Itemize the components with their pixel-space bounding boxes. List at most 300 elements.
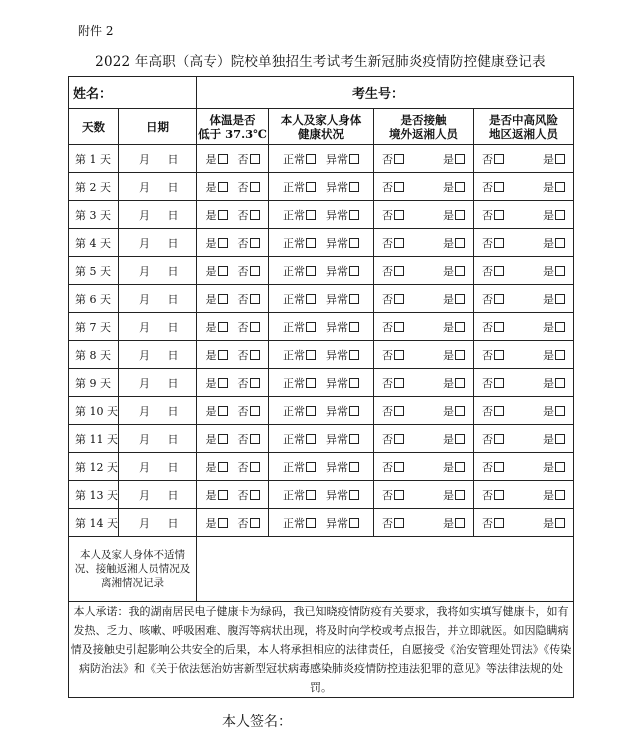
health-normal-label: 正常 [283, 404, 306, 418]
day-label: 第 4 天 [69, 229, 119, 257]
risk-no-checkbox[interactable] [494, 154, 504, 164]
health-options [269, 341, 374, 369]
remark-field[interactable] [197, 537, 574, 602]
temp-yes-label: 是 [205, 180, 217, 194]
contact-no-label: 否 [382, 488, 394, 502]
risk-yes-checkbox[interactable] [555, 210, 565, 220]
health-abnormal-checkbox[interactable] [349, 490, 359, 500]
header-risk-area: 是否中高风险 地区返湘人员 [474, 109, 574, 145]
risk-yes-checkbox[interactable] [555, 266, 565, 276]
temp-yes-label: 是 [205, 292, 217, 306]
temp-no-label: 否 [237, 208, 249, 222]
health-options [269, 453, 374, 481]
health-abnormal-checkbox[interactable] [349, 518, 359, 528]
contact-no-checkbox[interactable] [394, 238, 404, 248]
temp-no-checkbox[interactable] [250, 322, 260, 332]
risk-yes-checkbox[interactable] [555, 238, 565, 248]
health-normal-label: 正常 [283, 264, 306, 278]
risk-yes-label: 是 [543, 208, 555, 222]
promise-text: 本人承诺：我的湖南居民电子健康卡为绿码，我已知晓疫情防疫有关要求，我将如实填写健康卡，如有发热、乏力、咳嗽、呼吸困难、腹泻等病状出现，将及时向学校或考点报告，并立即就医。如因隐瞒病情及接触史引起影响公共安全的后果，本人将承担相应的法律责任，自愿接受《治安管理处罚法》《传染病防治法》和《关于依法惩治妨害新型冠状病毒感染肺炎疫情防控违法犯罪的意见》等法律法规的处罚。 [69, 602, 574, 698]
temp-no-checkbox[interactable] [250, 350, 260, 360]
risk-yes-label: 是 [543, 264, 555, 278]
temp-yes-checkbox[interactable] [218, 406, 228, 416]
name-label[interactable]: 姓名： [69, 77, 197, 109]
day-row [69, 145, 574, 173]
temp-yes-checkbox[interactable] [218, 210, 228, 220]
health-abnormal-label: 异常 [326, 432, 349, 446]
contact-no-label: 否 [382, 432, 394, 446]
risk-yes-checkbox[interactable] [555, 406, 565, 416]
contact-no-checkbox[interactable] [394, 182, 404, 192]
health-abnormal-checkbox[interactable] [349, 182, 359, 192]
health-options [269, 509, 374, 537]
risk-no-checkbox[interactable] [494, 266, 504, 276]
temp-yes-label: 是 [205, 488, 217, 502]
risk-yes-checkbox[interactable] [555, 350, 565, 360]
header-days: 天数 [69, 109, 119, 145]
day-label: 第 13 天 [69, 481, 119, 509]
date-field[interactable]: 月 日 [119, 425, 197, 453]
health-options [269, 425, 374, 453]
risk-yes-checkbox[interactable] [555, 490, 565, 500]
overseas-contact-options [374, 285, 474, 313]
contact-yes-checkbox[interactable] [455, 378, 465, 388]
temp-no-label: 否 [237, 460, 249, 474]
health-normal-label: 正常 [283, 488, 306, 502]
temp-no-checkbox[interactable] [250, 182, 260, 192]
day-label: 第 1 天 [69, 145, 119, 173]
risk-no-label: 否 [482, 320, 494, 334]
temp-no-checkbox[interactable] [250, 154, 260, 164]
contact-yes-checkbox[interactable] [455, 350, 465, 360]
risk-no-checkbox[interactable] [494, 350, 504, 360]
temp-no-label: 否 [237, 376, 249, 390]
temperature-options [197, 257, 269, 285]
health-abnormal-checkbox[interactable] [349, 378, 359, 388]
day-row [69, 425, 574, 453]
health-options [269, 145, 374, 173]
temp-no-checkbox[interactable] [250, 518, 260, 528]
temperature-options [197, 229, 269, 257]
overseas-contact-options [374, 173, 474, 201]
risk-no-label: 否 [482, 432, 494, 446]
temp-yes-checkbox[interactable] [218, 378, 228, 388]
contact-no-checkbox[interactable] [394, 490, 404, 500]
risk-area-options [474, 453, 574, 481]
date-field[interactable]: 月 日 [119, 173, 197, 201]
temperature-options [197, 481, 269, 509]
risk-no-checkbox[interactable] [494, 378, 504, 388]
risk-area-options [474, 481, 574, 509]
day-row [69, 481, 574, 509]
health-options [269, 397, 374, 425]
risk-no-checkbox[interactable] [494, 294, 504, 304]
day-row [69, 369, 574, 397]
health-options [269, 229, 374, 257]
overseas-contact-options [374, 341, 474, 369]
risk-yes-label: 是 [543, 320, 555, 334]
health-normal-label: 正常 [283, 236, 306, 250]
health-abnormal-label: 异常 [326, 376, 349, 390]
temp-yes-checkbox[interactable] [218, 182, 228, 192]
contact-yes-label: 是 [443, 488, 455, 502]
temp-yes-label: 是 [205, 208, 217, 222]
temp-yes-label: 是 [205, 432, 217, 446]
temp-yes-checkbox[interactable] [218, 350, 228, 360]
temperature-options [197, 453, 269, 481]
health-normal-checkbox[interactable] [306, 462, 316, 472]
health-abnormal-checkbox[interactable] [349, 294, 359, 304]
contact-yes-label: 是 [443, 460, 455, 474]
health-normal-checkbox[interactable] [306, 182, 316, 192]
contact-yes-checkbox[interactable] [455, 518, 465, 528]
temp-no-checkbox[interactable] [250, 238, 260, 248]
risk-area-options [474, 229, 574, 257]
risk-yes-checkbox[interactable] [555, 294, 565, 304]
temp-no-checkbox[interactable] [250, 434, 260, 444]
risk-yes-label: 是 [543, 152, 555, 166]
health-normal-checkbox[interactable] [306, 434, 316, 444]
day-row [69, 453, 574, 481]
temp-yes-label: 是 [205, 376, 217, 390]
health-normal-checkbox[interactable] [306, 154, 316, 164]
day-row [69, 509, 574, 537]
contact-no-checkbox[interactable] [394, 434, 404, 444]
date-field[interactable]: 月 日 [119, 369, 197, 397]
risk-no-checkbox[interactable] [494, 210, 504, 220]
risk-no-checkbox[interactable] [494, 406, 504, 416]
temp-yes-label: 是 [205, 320, 217, 334]
temp-no-checkbox[interactable] [250, 406, 260, 416]
header-health-status: 本人及家人身体 健康状况 [269, 109, 374, 145]
temp-yes-checkbox[interactable] [218, 518, 228, 528]
health-normal-checkbox[interactable] [306, 518, 316, 528]
temp-yes-checkbox[interactable] [218, 322, 228, 332]
day-label: 第 5 天 [69, 257, 119, 285]
temp-no-label: 否 [237, 320, 249, 334]
temp-no-label: 否 [237, 404, 249, 418]
temp-no-label: 否 [237, 292, 249, 306]
exam-number-label[interactable]: 考生号： [197, 77, 574, 109]
contact-yes-checkbox[interactable] [455, 182, 465, 192]
health-abnormal-label: 异常 [326, 320, 349, 334]
temp-no-label: 否 [237, 488, 249, 502]
contact-no-label: 否 [382, 348, 394, 362]
risk-yes-checkbox[interactable] [555, 462, 565, 472]
overseas-contact-options [374, 453, 474, 481]
health-registration-table [68, 76, 574, 698]
temp-no-checkbox[interactable] [250, 462, 260, 472]
temp-yes-checkbox[interactable] [218, 238, 228, 248]
overseas-contact-options [374, 229, 474, 257]
health-abnormal-checkbox[interactable] [349, 434, 359, 444]
health-abnormal-label: 异常 [326, 180, 349, 194]
health-abnormal-label: 异常 [326, 516, 349, 530]
temp-no-checkbox[interactable] [250, 266, 260, 276]
risk-yes-checkbox[interactable] [555, 434, 565, 444]
health-normal-checkbox[interactable] [306, 490, 316, 500]
day-row [69, 201, 574, 229]
risk-area-options [474, 201, 574, 229]
temp-yes-label: 是 [205, 348, 217, 362]
contact-yes-label: 是 [443, 180, 455, 194]
temp-no-checkbox[interactable] [250, 490, 260, 500]
contact-yes-label: 是 [443, 236, 455, 250]
contact-no-checkbox[interactable] [394, 518, 404, 528]
promise-row [69, 602, 574, 698]
temperature-options [197, 509, 269, 537]
contact-yes-label: 是 [443, 516, 455, 530]
contact-yes-label: 是 [443, 208, 455, 222]
risk-yes-label: 是 [543, 376, 555, 390]
date-field[interactable]: 月 日 [119, 201, 197, 229]
date-field[interactable]: 月 日 [119, 313, 197, 341]
health-abnormal-label: 异常 [326, 292, 349, 306]
risk-yes-label: 是 [543, 236, 555, 250]
contact-no-label: 否 [382, 320, 394, 334]
health-normal-checkbox[interactable] [306, 406, 316, 416]
name-row [69, 77, 574, 109]
contact-no-checkbox[interactable] [394, 406, 404, 416]
risk-no-label: 否 [482, 236, 494, 250]
overseas-contact-options [374, 145, 474, 173]
risk-no-checkbox[interactable] [494, 518, 504, 528]
risk-no-label: 否 [482, 208, 494, 222]
risk-yes-label: 是 [543, 460, 555, 474]
risk-no-checkbox[interactable] [494, 434, 504, 444]
temp-yes-checkbox[interactable] [218, 434, 228, 444]
contact-yes-checkbox[interactable] [455, 210, 465, 220]
contact-no-checkbox[interactable] [394, 154, 404, 164]
contact-no-label: 否 [382, 460, 394, 474]
health-abnormal-checkbox[interactable] [349, 266, 359, 276]
temperature-options [197, 341, 269, 369]
contact-no-checkbox[interactable] [394, 294, 404, 304]
contact-yes-checkbox[interactable] [455, 462, 465, 472]
contact-no-checkbox[interactable] [394, 322, 404, 332]
risk-yes-checkbox[interactable] [555, 378, 565, 388]
contact-yes-label: 是 [443, 404, 455, 418]
health-abnormal-label: 异常 [326, 348, 349, 362]
contact-no-checkbox[interactable] [394, 462, 404, 472]
risk-area-options [474, 341, 574, 369]
contact-yes-checkbox[interactable] [455, 238, 465, 248]
temp-no-label: 否 [237, 516, 249, 530]
health-abnormal-label: 异常 [326, 404, 349, 418]
contact-no-label: 否 [382, 180, 394, 194]
contact-yes-label: 是 [443, 348, 455, 362]
risk-area-options [474, 145, 574, 173]
temp-no-checkbox[interactable] [250, 294, 260, 304]
health-abnormal-checkbox[interactable] [349, 238, 359, 248]
day-label: 第 2 天 [69, 173, 119, 201]
contact-no-label: 否 [382, 376, 394, 390]
day-row [69, 173, 574, 201]
risk-no-checkbox[interactable] [494, 182, 504, 192]
health-normal-checkbox[interactable] [306, 350, 316, 360]
signature-label[interactable]: 本人签名： [222, 714, 292, 730]
day-label: 第 7 天 [69, 313, 119, 341]
temp-no-checkbox[interactable] [250, 378, 260, 388]
date-field[interactable]: 月 日 [119, 341, 197, 369]
temp-yes-label: 是 [205, 264, 217, 278]
risk-no-label: 否 [482, 348, 494, 362]
date-field[interactable]: 月 日 [119, 257, 197, 285]
risk-yes-checkbox[interactable] [555, 154, 565, 164]
health-abnormal-label: 异常 [326, 264, 349, 278]
health-abnormal-label: 异常 [326, 460, 349, 474]
contact-no-label: 否 [382, 152, 394, 166]
contact-yes-checkbox[interactable] [455, 154, 465, 164]
health-normal-label: 正常 [283, 152, 306, 166]
date-field[interactable]: 月 日 [119, 285, 197, 313]
health-abnormal-checkbox[interactable] [349, 210, 359, 220]
health-abnormal-checkbox[interactable] [349, 322, 359, 332]
health-normal-label: 正常 [283, 460, 306, 474]
health-abnormal-checkbox[interactable] [349, 350, 359, 360]
health-normal-checkbox[interactable] [306, 378, 316, 388]
risk-no-checkbox[interactable] [494, 322, 504, 332]
date-field[interactable]: 月 日 [119, 453, 197, 481]
day-label: 第 10 天 [69, 397, 119, 425]
risk-no-checkbox[interactable] [494, 462, 504, 472]
temp-yes-checkbox[interactable] [218, 294, 228, 304]
risk-yes-label: 是 [543, 516, 555, 530]
contact-yes-label: 是 [443, 264, 455, 278]
temp-no-label: 否 [237, 348, 249, 362]
health-normal-checkbox[interactable] [306, 322, 316, 332]
contact-no-checkbox[interactable] [394, 210, 404, 220]
health-options [269, 313, 374, 341]
risk-area-options [474, 397, 574, 425]
temp-no-label: 否 [237, 236, 249, 250]
date-field[interactable]: 月 日 [119, 509, 197, 537]
contact-yes-checkbox[interactable] [455, 322, 465, 332]
contact-yes-label: 是 [443, 292, 455, 306]
risk-area-options [474, 173, 574, 201]
temp-yes-checkbox[interactable] [218, 266, 228, 276]
contact-yes-checkbox[interactable] [455, 266, 465, 276]
header-date: 日期 [119, 109, 197, 145]
risk-no-label: 否 [482, 180, 494, 194]
contact-no-label: 否 [382, 236, 394, 250]
risk-yes-checkbox[interactable] [555, 322, 565, 332]
contact-no-label: 否 [382, 292, 394, 306]
risk-area-options [474, 509, 574, 537]
contact-no-checkbox[interactable] [394, 378, 404, 388]
health-normal-label: 正常 [283, 348, 306, 362]
risk-no-checkbox[interactable] [494, 238, 504, 248]
temp-yes-checkbox[interactable] [218, 490, 228, 500]
risk-yes-label: 是 [543, 404, 555, 418]
form-title: 2022 年高职（高专）院校单独招生考试考生新冠肺炎疫情防控健康登记表 [95, 54, 546, 70]
contact-yes-checkbox[interactable] [455, 490, 465, 500]
temp-no-label: 否 [237, 432, 249, 446]
day-row [69, 257, 574, 285]
health-options [269, 481, 374, 509]
health-normal-checkbox[interactable] [306, 238, 316, 248]
temp-yes-checkbox[interactable] [218, 462, 228, 472]
risk-yes-checkbox[interactable] [555, 182, 565, 192]
temp-no-label: 否 [237, 152, 249, 166]
health-abnormal-label: 异常 [326, 152, 349, 166]
health-abnormal-checkbox[interactable] [349, 462, 359, 472]
temp-yes-checkbox[interactable] [218, 154, 228, 164]
day-label: 第 3 天 [69, 201, 119, 229]
health-normal-checkbox[interactable] [306, 294, 316, 304]
health-abnormal-checkbox[interactable] [349, 154, 359, 164]
risk-yes-label: 是 [543, 180, 555, 194]
temp-no-checkbox[interactable] [250, 210, 260, 220]
overseas-contact-options [374, 313, 474, 341]
temp-yes-label: 是 [205, 460, 217, 474]
date-field[interactable]: 月 日 [119, 229, 197, 257]
contact-yes-checkbox[interactable] [455, 434, 465, 444]
overseas-contact-options [374, 369, 474, 397]
day-label: 第 11 天 [69, 425, 119, 453]
health-normal-checkbox[interactable] [306, 266, 316, 276]
risk-yes-label: 是 [543, 432, 555, 446]
risk-area-options [474, 285, 574, 313]
date-field[interactable]: 月 日 [119, 397, 197, 425]
health-options [269, 369, 374, 397]
health-abnormal-label: 异常 [326, 236, 349, 250]
risk-no-checkbox[interactable] [494, 490, 504, 500]
contact-yes-label: 是 [443, 376, 455, 390]
risk-no-label: 否 [482, 152, 494, 166]
contact-no-checkbox[interactable] [394, 266, 404, 276]
date-field[interactable]: 月 日 [119, 481, 197, 509]
temp-yes-label: 是 [205, 236, 217, 250]
day-label: 第 9 天 [69, 369, 119, 397]
risk-area-options [474, 313, 574, 341]
contact-no-checkbox[interactable] [394, 350, 404, 360]
contact-no-label: 否 [382, 404, 394, 418]
health-normal-checkbox[interactable] [306, 210, 316, 220]
date-field[interactable]: 月 日 [119, 145, 197, 173]
day-row [69, 397, 574, 425]
health-abnormal-label: 异常 [326, 488, 349, 502]
contact-yes-label: 是 [443, 432, 455, 446]
risk-no-label: 否 [482, 516, 494, 530]
risk-no-label: 否 [482, 488, 494, 502]
health-abnormal-checkbox[interactable] [349, 406, 359, 416]
risk-area-options [474, 425, 574, 453]
risk-yes-label: 是 [543, 488, 555, 502]
risk-no-label: 否 [482, 292, 494, 306]
temperature-options [197, 397, 269, 425]
temperature-options [197, 201, 269, 229]
contact-no-label: 否 [382, 516, 394, 530]
overseas-contact-options [374, 509, 474, 537]
risk-yes-label: 是 [543, 292, 555, 306]
contact-yes-label: 是 [443, 320, 455, 334]
health-normal-label: 正常 [283, 180, 306, 194]
header-overseas-contact: 是否接触 境外返湘人员 [374, 109, 474, 145]
temperature-options [197, 313, 269, 341]
remark-row [69, 537, 574, 602]
contact-yes-checkbox[interactable] [455, 294, 465, 304]
temp-yes-label: 是 [205, 516, 217, 530]
risk-yes-checkbox[interactable] [555, 518, 565, 528]
health-options [269, 201, 374, 229]
overseas-contact-options [374, 397, 474, 425]
risk-no-label: 否 [482, 264, 494, 278]
contact-yes-checkbox[interactable] [455, 406, 465, 416]
temp-yes-label: 是 [205, 404, 217, 418]
header-row [69, 109, 574, 145]
risk-no-label: 否 [482, 376, 494, 390]
